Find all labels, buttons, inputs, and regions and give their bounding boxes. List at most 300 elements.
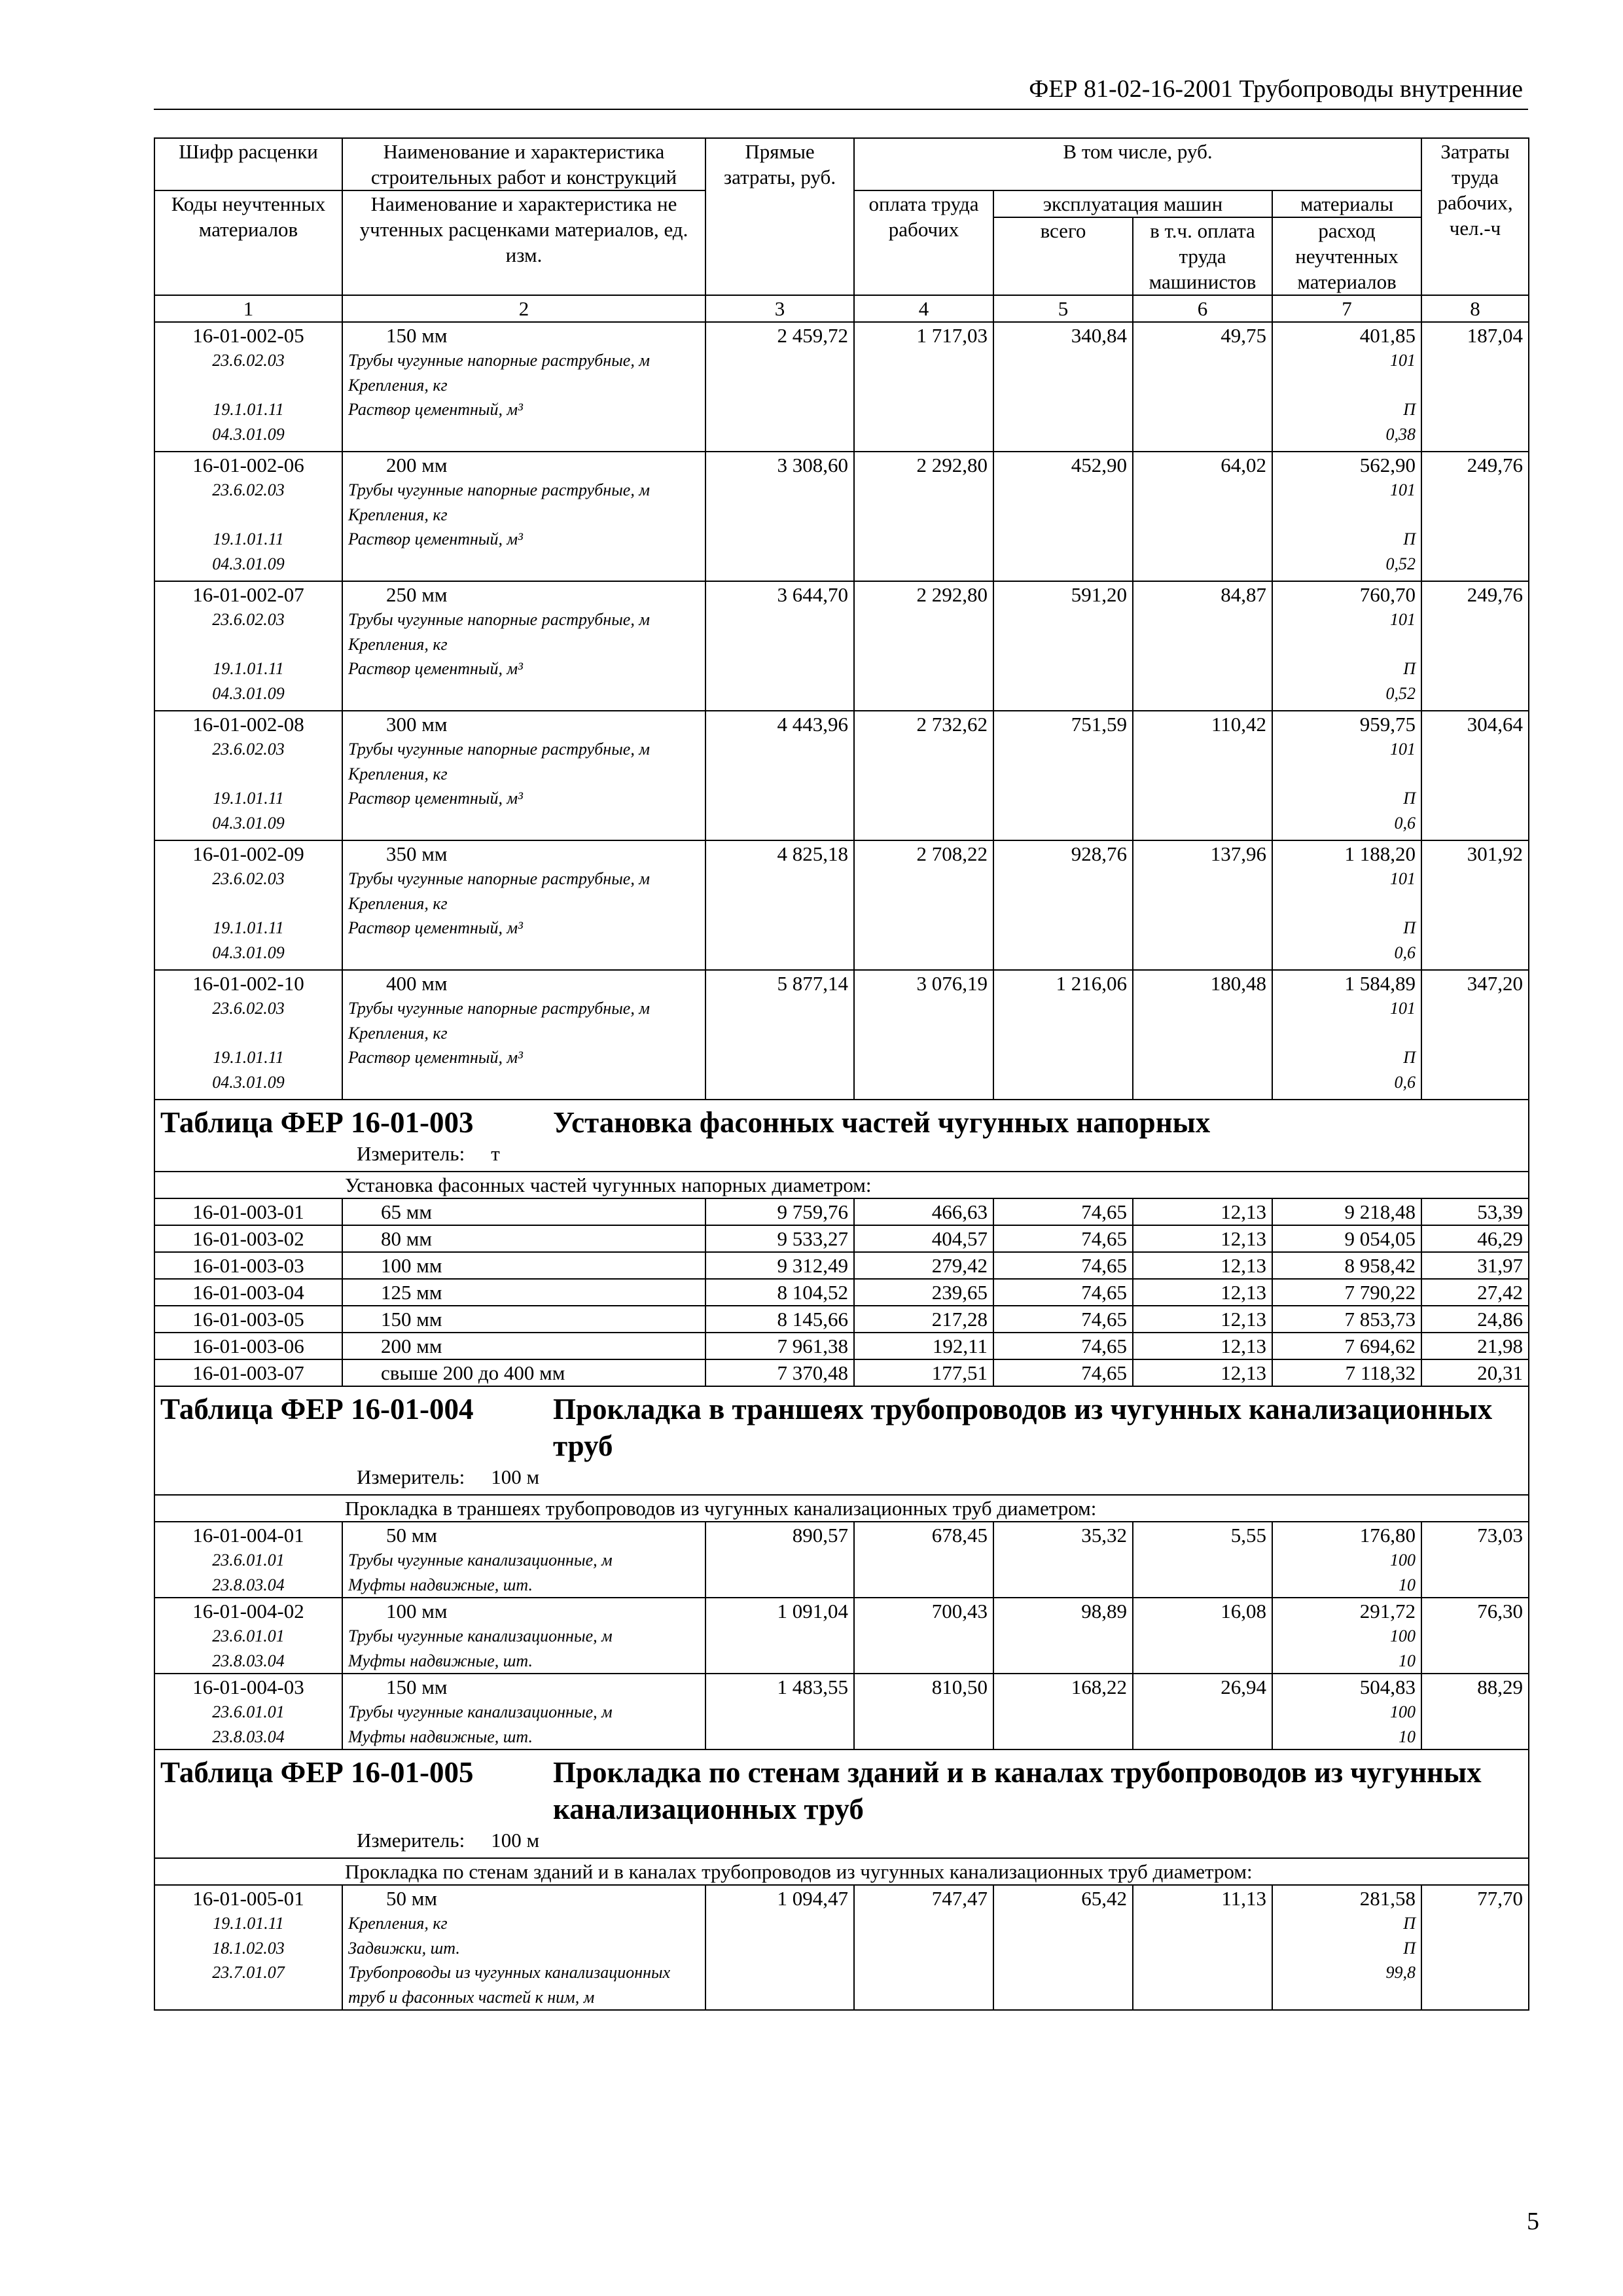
material-quantity: 101 — [1390, 999, 1416, 1018]
machines-total: 340,84 — [993, 322, 1133, 452]
material-code: 23.7.01.07 — [212, 1963, 285, 1982]
material-quantity: П — [1403, 529, 1416, 548]
machines-wages: 84,87 — [1133, 581, 1272, 711]
rate-name: 50 мм — [386, 1524, 437, 1547]
wages: 747,47 — [854, 1885, 993, 2010]
material-name: Крепления, кг — [348, 1914, 448, 1933]
table-label: Таблица ФЕР 16-01-004 — [160, 1393, 474, 1426]
material-name: Крепления, кг — [348, 1023, 448, 1043]
rate-code: 16-01-003-03 — [154, 1252, 342, 1279]
material-quantity: 0,52 — [1385, 683, 1416, 703]
wages: 466,63 — [854, 1198, 993, 1225]
material-quantity: 101 — [1390, 351, 1416, 370]
material-name: Муфты надвижные, шт. — [348, 1727, 533, 1746]
material-name: Муфты надвижные, шт. — [348, 1651, 533, 1670]
table-intro: Прокладка в траншеях трубопроводов из чугунных канализационных труб диаметром: — [154, 1495, 1529, 1522]
material-codes — [160, 607, 336, 706]
material-codes — [160, 1911, 336, 1985]
machines-wages: 180,48 — [1133, 970, 1272, 1100]
rates-table — [154, 137, 1529, 2011]
material-code: 04.3.01.09 — [212, 1072, 285, 1092]
machines-total: 751,59 — [993, 711, 1133, 840]
labor-costs: 77,70 — [1421, 1885, 1529, 2010]
rate-row — [154, 1598, 1529, 1674]
col-header-name: Наименование и характеристика строительных работ и конструкций — [342, 138, 705, 190]
materials-cost: 1 584,89 — [1344, 972, 1416, 995]
materials-cost: 504,83 — [1359, 1676, 1416, 1698]
materials-cost: 7 790,22 — [1272, 1279, 1421, 1306]
materials-cost: 959,75 — [1359, 713, 1416, 736]
material-quantity: 0,6 — [1394, 813, 1416, 833]
machines-total: 168,22 — [993, 1674, 1133, 1749]
direct-costs: 1 091,04 — [705, 1598, 854, 1674]
material-names — [348, 478, 700, 552]
direct-costs: 7 961,38 — [705, 1333, 854, 1359]
material-quantities — [1278, 1911, 1416, 1985]
col-number: 3 — [705, 295, 854, 322]
rate-row — [154, 1674, 1529, 1749]
material-quantity: 100 — [1390, 1551, 1416, 1570]
table-intro: Прокладка по стенам зданий и в каналах трубопроводов из чугунных канализационных труб диаметром: — [154, 1858, 1529, 1885]
col-number: 5 — [993, 295, 1133, 322]
material-quantity: П — [1403, 918, 1416, 937]
table-intro-row — [154, 1495, 1529, 1522]
material-code: 19.1.01.11 — [213, 789, 284, 808]
material-code: 19.1.01.11 — [213, 1048, 284, 1067]
material-quantity: 100 — [1390, 1626, 1416, 1645]
rate-code: 16-01-002-05 — [192, 324, 304, 347]
material-name: Крепления, кг — [348, 893, 448, 913]
rate-code: 16-01-002-06 — [192, 454, 304, 476]
material-codes — [160, 1700, 336, 1749]
rate-name: 100 мм — [342, 1252, 705, 1279]
col-header-wages: оплата труда рабочих — [854, 190, 993, 295]
material-quantities — [1278, 1624, 1416, 1673]
material-quantity: П — [1403, 789, 1416, 808]
measure-label: Измеритель: — [357, 1829, 465, 1852]
rate-name: свыше 200 до 400 мм — [342, 1359, 705, 1386]
col-header-including: В том числе, руб. — [854, 138, 1421, 190]
rate-row — [154, 322, 1529, 452]
material-code: 19.1.01.11 — [213, 918, 284, 937]
wages: 2 708,22 — [854, 840, 993, 970]
material-code: 04.3.01.09 — [212, 942, 285, 962]
material-quantities — [1278, 1548, 1416, 1597]
table-label: Таблица ФЕР 16-01-005 — [160, 1756, 474, 1789]
rate-row — [154, 1885, 1529, 2010]
labor-costs: 249,76 — [1421, 581, 1529, 711]
material-quantity: 0,6 — [1394, 1072, 1416, 1092]
rate-name: 350 мм — [386, 842, 448, 865]
wages: 3 076,19 — [854, 970, 993, 1100]
rate-name: 125 мм — [342, 1279, 705, 1306]
measure-value: 100 м — [491, 1465, 540, 1488]
rate-row — [154, 1522, 1529, 1598]
machines-total: 98,89 — [993, 1598, 1133, 1674]
machines-total: 452,90 — [993, 452, 1133, 581]
material-name: Раствор цементный, м³ — [348, 1048, 523, 1067]
table-intro: Установка фасонных частей чугунных напорных диаметром: — [154, 1172, 1529, 1198]
labor-costs: 31,97 — [1421, 1252, 1529, 1279]
direct-costs: 8 104,52 — [705, 1279, 854, 1306]
labor-costs: 27,42 — [1421, 1279, 1529, 1306]
material-codes — [160, 737, 336, 835]
wages: 1 717,03 — [854, 322, 993, 452]
col-number: 1 — [154, 295, 342, 322]
document-title: ФЕР 81-02-16-2001 Трубопроводы внутренние — [1029, 75, 1523, 103]
rate-row — [154, 452, 1529, 581]
rate-name: 80 мм — [342, 1225, 705, 1252]
machines-wages: 12,13 — [1133, 1333, 1272, 1359]
material-quantity: 10 — [1399, 1575, 1416, 1594]
material-quantities — [1278, 478, 1416, 576]
materials-cost: 401,85 — [1359, 324, 1416, 347]
machines-total: 1 216,06 — [993, 970, 1133, 1100]
material-code: 23.6.02.03 — [212, 869, 285, 888]
materials-cost: 176,80 — [1359, 1524, 1416, 1547]
rate-row — [154, 1198, 1529, 1225]
rate-name: 200 мм — [342, 1333, 705, 1359]
col-number: 6 — [1133, 295, 1272, 322]
rate-code: 16-01-002-09 — [192, 842, 304, 865]
rate-name: 150 мм — [386, 324, 448, 347]
materials-cost: 1 188,20 — [1344, 842, 1416, 865]
material-name: Трубы чугунные напорные раструбные, м — [348, 480, 650, 499]
rate-name: 50 мм — [386, 1887, 437, 1910]
material-code: 23.8.03.04 — [212, 1575, 285, 1594]
material-code: 04.3.01.09 — [212, 683, 285, 703]
material-name: Трубы чугунные напорные раструбные, м — [348, 740, 650, 759]
material-code: 19.1.01.11 — [213, 659, 284, 678]
rate-code: 16-01-003-06 — [154, 1333, 342, 1359]
material-code: 23.6.02.03 — [212, 999, 285, 1018]
machines-wages: 12,13 — [1133, 1279, 1272, 1306]
col-header-machines-total: всего — [993, 217, 1133, 295]
measure-value: 100 м — [491, 1829, 540, 1852]
material-codes — [160, 348, 336, 446]
material-names — [348, 348, 700, 422]
machines-wages: 5,55 — [1133, 1522, 1272, 1598]
material-name: Раствор цементный, м³ — [348, 789, 523, 808]
material-name: Крепления, кг — [348, 505, 448, 524]
materials-cost: 9 054,05 — [1272, 1225, 1421, 1252]
wages: 678,45 — [854, 1522, 993, 1598]
material-code: 19.1.01.11 — [213, 400, 284, 419]
col-header-direct-costs: Прямые затраты, руб. — [705, 138, 854, 295]
material-quantities — [1278, 607, 1416, 706]
material-codes — [160, 996, 336, 1094]
wages: 2 732,62 — [854, 711, 993, 840]
machines-wages: 12,13 — [1133, 1359, 1272, 1386]
direct-costs: 890,57 — [705, 1522, 854, 1598]
table-title-row — [154, 1100, 1529, 1172]
labor-costs: 53,39 — [1421, 1198, 1529, 1225]
wages: 279,42 — [854, 1252, 993, 1279]
material-code: 23.6.02.03 — [212, 480, 285, 499]
machines-wages: 137,96 — [1133, 840, 1272, 970]
direct-costs: 1 483,55 — [705, 1674, 854, 1749]
machines-total: 591,20 — [993, 581, 1133, 711]
direct-costs: 1 094,47 — [705, 1885, 854, 2010]
material-quantity: 101 — [1390, 740, 1416, 759]
machines-wages: 12,13 — [1133, 1252, 1272, 1279]
material-code: 23.6.01.01 — [212, 1551, 285, 1570]
rate-code: 16-01-002-08 — [192, 713, 304, 736]
table-title-row — [154, 1749, 1529, 1858]
material-name: Раствор цементный, м³ — [348, 400, 523, 419]
rate-row — [154, 1279, 1529, 1306]
material-quantity: 99,8 — [1385, 1963, 1416, 1982]
measure-label: Измеритель: — [357, 1465, 465, 1488]
table-name: Прокладка в траншеях трубопроводов из чугунных канализационных труб — [553, 1393, 1493, 1462]
wages: 177,51 — [854, 1359, 993, 1386]
page-number: 5 — [1527, 2208, 1539, 2235]
machines-total: 74,65 — [993, 1359, 1133, 1386]
labor-costs: 76,30 — [1421, 1598, 1529, 1674]
wages: 404,57 — [854, 1225, 993, 1252]
rate-name: 100 мм — [386, 1600, 448, 1623]
material-name: Раствор цементный, м³ — [348, 659, 523, 678]
table-intro-row — [154, 1858, 1529, 1885]
material-code: 04.3.01.09 — [212, 554, 285, 573]
rate-code: 16-01-002-07 — [192, 583, 304, 606]
machines-wages: 26,94 — [1133, 1674, 1272, 1749]
material-name: Крепления, кг — [348, 634, 448, 654]
labor-costs: 249,76 — [1421, 452, 1529, 581]
wages: 810,50 — [854, 1674, 993, 1749]
material-code: 23.8.03.04 — [212, 1651, 285, 1670]
rate-name: 65 мм — [342, 1198, 705, 1225]
material-quantity: П — [1403, 400, 1416, 419]
material-quantity: 10 — [1399, 1651, 1416, 1670]
material-quantity: 0,38 — [1385, 424, 1416, 444]
wages: 192,11 — [854, 1333, 993, 1359]
material-name: Трубы чугунные напорные раструбные, м — [348, 869, 650, 888]
labor-costs: 24,86 — [1421, 1306, 1529, 1333]
machines-total: 65,42 — [993, 1885, 1133, 2010]
rates-table-container — [154, 137, 1528, 2011]
material-name: Крепления, кг — [348, 764, 448, 783]
col-header-unaccounted-codes: Коды неучтенных материалов — [154, 190, 342, 295]
running-header — [154, 71, 1528, 110]
rate-name: 300 мм — [386, 713, 448, 736]
material-quantities — [1278, 996, 1416, 1094]
material-code: 19.1.01.11 — [213, 1914, 284, 1933]
machines-wages: 12,13 — [1133, 1306, 1272, 1333]
material-name: Трубы чугунные канализационные, м — [348, 1551, 613, 1570]
col-number: 4 — [854, 295, 993, 322]
materials-cost: 281,58 — [1359, 1887, 1416, 1910]
material-codes — [160, 1624, 336, 1673]
material-name: Раствор цементный, м³ — [348, 529, 523, 548]
machines-total: 74,65 — [993, 1252, 1133, 1279]
materials-cost: 7 853,73 — [1272, 1306, 1421, 1333]
material-names — [348, 996, 700, 1070]
material-name: Раствор цементный, м³ — [348, 918, 523, 937]
rate-name: 400 мм — [386, 972, 448, 995]
direct-costs: 9 759,76 — [705, 1198, 854, 1225]
material-code: 23.6.01.01 — [212, 1626, 285, 1645]
labor-costs: 88,29 — [1421, 1674, 1529, 1749]
col-number: 8 — [1421, 295, 1529, 322]
labor-costs: 21,98 — [1421, 1333, 1529, 1359]
machines-total: 74,65 — [993, 1225, 1133, 1252]
material-quantity: 101 — [1390, 480, 1416, 499]
material-name: Трубы чугунные канализационные, м — [348, 1626, 613, 1645]
direct-costs: 9 312,49 — [705, 1252, 854, 1279]
wages: 700,43 — [854, 1598, 993, 1674]
material-code: 18.1.02.03 — [212, 1938, 285, 1958]
direct-costs: 8 145,66 — [705, 1306, 854, 1333]
materials-cost: 760,70 — [1359, 583, 1416, 606]
machines-wages: 64,02 — [1133, 452, 1272, 581]
material-name: Трубы чугунные напорные раструбные, м — [348, 999, 650, 1018]
material-quantities — [1278, 348, 1416, 446]
machines-total: 74,65 — [993, 1279, 1133, 1306]
material-quantity: 0,52 — [1385, 554, 1416, 573]
material-quantity: П — [1403, 1048, 1416, 1067]
measure — [160, 1141, 1523, 1167]
rate-code: 16-01-002-10 — [192, 972, 304, 995]
material-code: 23.6.02.03 — [212, 610, 285, 629]
materials-cost: 7 118,32 — [1272, 1359, 1421, 1386]
col-number: 2 — [342, 295, 705, 322]
labor-costs: 187,04 — [1421, 322, 1529, 452]
materials-cost: 562,90 — [1359, 454, 1416, 476]
col-header-code: Шифр расценки — [154, 138, 342, 190]
rate-name: 250 мм — [386, 583, 448, 606]
materials-cost: 9 218,48 — [1272, 1198, 1421, 1225]
col-header-machines-wages: в т.ч. оплата труда машинистов — [1133, 217, 1272, 295]
machines-wages: 110,42 — [1133, 711, 1272, 840]
measure-value: т — [491, 1142, 500, 1165]
material-names — [348, 867, 700, 941]
material-quantities — [1278, 1700, 1416, 1749]
machines-wages: 49,75 — [1133, 322, 1272, 452]
material-names — [348, 1548, 700, 1597]
machines-wages: 16,08 — [1133, 1598, 1272, 1674]
material-quantities — [1278, 867, 1416, 965]
material-quantity: П — [1403, 1938, 1416, 1958]
rate-code: 16-01-003-05 — [154, 1306, 342, 1333]
table-title-row — [154, 1386, 1529, 1495]
material-names — [348, 1700, 700, 1749]
col-header-labor: Затраты труда рабочих, чел.-ч — [1421, 138, 1529, 295]
wages: 239,65 — [854, 1279, 993, 1306]
material-code: 23.6.01.01 — [212, 1702, 285, 1721]
machines-total: 74,65 — [993, 1333, 1133, 1359]
rate-code: 16-01-003-07 — [154, 1359, 342, 1386]
labor-costs: 301,92 — [1421, 840, 1529, 970]
material-quantity: 0,6 — [1394, 942, 1416, 962]
material-codes — [160, 867, 336, 965]
rate-row — [154, 581, 1529, 711]
material-name: Трубопроводы из чугунных канализационных труб и фасонных частей к ним, м — [348, 1963, 671, 2007]
direct-costs: 4 443,96 — [705, 711, 854, 840]
direct-costs: 4 825,18 — [705, 840, 854, 970]
rate-row — [154, 1333, 1529, 1359]
direct-costs: 3 308,60 — [705, 452, 854, 581]
material-quantity: 101 — [1390, 610, 1416, 629]
material-code: 23.6.02.03 — [212, 740, 285, 759]
labor-costs: 46,29 — [1421, 1225, 1529, 1252]
table-name: Прокладка по стенам зданий и в каналах трубопроводов из чугунных канализационных труб — [553, 1756, 1482, 1825]
rate-row — [154, 970, 1529, 1100]
table-label: Таблица ФЕР 16-01-003 — [160, 1106, 474, 1139]
rate-name: 200 мм — [386, 454, 448, 476]
rate-row — [154, 840, 1529, 970]
material-names — [348, 1911, 700, 2009]
materials-cost: 8 958,42 — [1272, 1252, 1421, 1279]
material-quantity: П — [1403, 659, 1416, 678]
material-name: Крепления, кг — [348, 375, 448, 395]
rate-code: 16-01-003-02 — [154, 1225, 342, 1252]
materials-cost: 291,72 — [1359, 1600, 1416, 1623]
rate-row — [154, 1306, 1529, 1333]
rate-row — [154, 1359, 1529, 1386]
material-quantity: П — [1403, 1914, 1416, 1933]
material-code: 04.3.01.09 — [212, 424, 285, 444]
measure — [160, 1827, 1523, 1854]
rate-code: 16-01-003-01 — [154, 1198, 342, 1225]
table-intro-row — [154, 1172, 1529, 1198]
direct-costs: 2 459,72 — [705, 322, 854, 452]
wages: 2 292,80 — [854, 452, 993, 581]
machines-wages: 11,13 — [1133, 1885, 1272, 2010]
material-name: Трубы чугунные напорные раструбные, м — [348, 351, 650, 370]
material-name: Трубы чугунные напорные раструбные, м — [348, 610, 650, 629]
machines-total: 74,65 — [993, 1198, 1133, 1225]
rate-row — [154, 1225, 1529, 1252]
machines-total: 928,76 — [993, 840, 1133, 970]
labor-costs: 73,03 — [1421, 1522, 1529, 1598]
material-quantity: 10 — [1399, 1727, 1416, 1746]
col-header-machines: эксплуатация машин — [993, 190, 1272, 217]
machines-wages: 12,13 — [1133, 1225, 1272, 1252]
material-quantity: 101 — [1390, 869, 1416, 888]
table-name: Установка фасонных частей чугунных напорных — [553, 1106, 1211, 1139]
material-code: 19.1.01.11 — [213, 529, 284, 548]
material-quantity: 100 — [1390, 1702, 1416, 1721]
materials-cost: 7 694,62 — [1272, 1333, 1421, 1359]
rate-code: 16-01-004-02 — [192, 1600, 304, 1623]
rate-row — [154, 1252, 1529, 1279]
rate-code: 16-01-004-01 — [192, 1524, 304, 1547]
wages: 2 292,80 — [854, 581, 993, 711]
measure — [160, 1464, 1523, 1490]
material-names — [348, 737, 700, 811]
material-code: 23.8.03.04 — [212, 1727, 285, 1746]
rate-code: 16-01-004-03 — [192, 1676, 304, 1698]
rate-row — [154, 711, 1529, 840]
col-number: 7 — [1272, 295, 1421, 322]
rate-code: 16-01-003-04 — [154, 1279, 342, 1306]
labor-costs: 20,31 — [1421, 1359, 1529, 1386]
material-codes — [160, 478, 336, 576]
material-code: 23.6.02.03 — [212, 351, 285, 370]
labor-costs: 304,64 — [1421, 711, 1529, 840]
col-header-materials: материалы — [1272, 190, 1421, 217]
col-header-unaccounted-name: Наименование и характеристика не учтенных расценками материалов, ед. изм. — [342, 190, 705, 295]
material-name: Трубы чугунные канализационные, м — [348, 1702, 613, 1721]
measure-label: Измеритель: — [357, 1142, 465, 1165]
wages: 217,28 — [854, 1306, 993, 1333]
direct-costs: 7 370,48 — [705, 1359, 854, 1386]
rate-name: 150 мм — [342, 1306, 705, 1333]
direct-costs: 5 877,14 — [705, 970, 854, 1100]
material-names — [348, 1624, 700, 1673]
labor-costs: 347,20 — [1421, 970, 1529, 1100]
